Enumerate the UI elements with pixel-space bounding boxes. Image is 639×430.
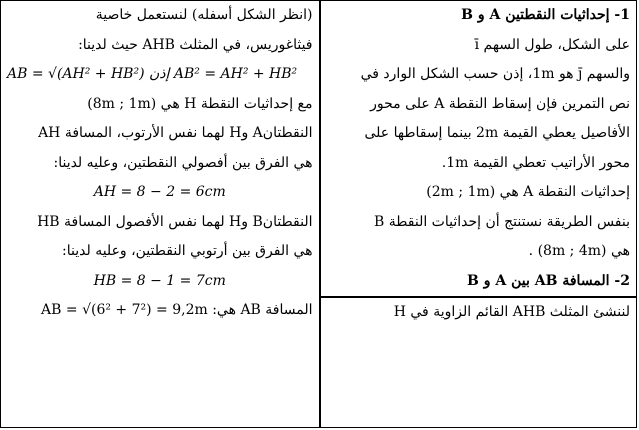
formula-line: AH = 8 − 2 = 6cm [93,184,226,200]
text-line: محور الأراتيب تعطي القيمة 1m. [441,154,630,171]
text-line: هي الفرق بين أفصولي النقطتين، وعليه لدينا: [53,154,313,171]
left-column [1,1,319,427]
right-column [319,1,637,427]
text-line: على الشكل، طول السهم ī [474,36,630,53]
text-line: إحداثيات النقطة A هي (2m ; 1m) [426,184,630,200]
text-line: والسهم j̄ هو 1m، إذن حسب الشكل الوارد في [360,66,630,82]
text-line: (انظر الشكل أسفله) لنستعمل خاصية [95,7,313,23]
text-line: النقطتانB وH لهما نفس الأفصول المسافة HB [37,213,313,230]
text-line: بنفس الطريقة نستنتج أن إحداثيات النقطة B [374,213,630,230]
formula-line: AB = √(AH² + HB²) إذن AB² = AH² + HB² [7,66,298,82]
formula-line: HB = 8 − 1 = 7cm [93,272,226,289]
text-line: فيثاغوريس، في المثلث AHB حيث لدينا: [78,36,313,53]
text-line: لننشئ المثلث AHB القائم الزاوية في H [393,304,630,320]
text-line: مع إحداثيات النقطة H هي (8m ; 1m) [87,95,313,112]
text-line: النقطتانA وH لهما نفس الأرتوب، المسافة AH [38,125,313,141]
text-line: نص التمرين فإن إسقاط النقطة A على محور [370,95,630,112]
text-line: هي (8m ; 4m) . [528,243,630,259]
section1-title: 1- إحداثيات النقطتين A و B [461,7,630,23]
section2-title: 2- المسافة AB بين A و B [321,267,637,299]
text-line: الأفاصيل يعطي القيمة 2m بينما إسقاطها على [364,125,630,141]
text-line: هي الفرق بين أرتوبي النقطتين، وعليه لدينا: [62,243,313,259]
text-line: المسافة AB هي: AB = √(6² + 7²) = 9,2m [41,302,313,318]
